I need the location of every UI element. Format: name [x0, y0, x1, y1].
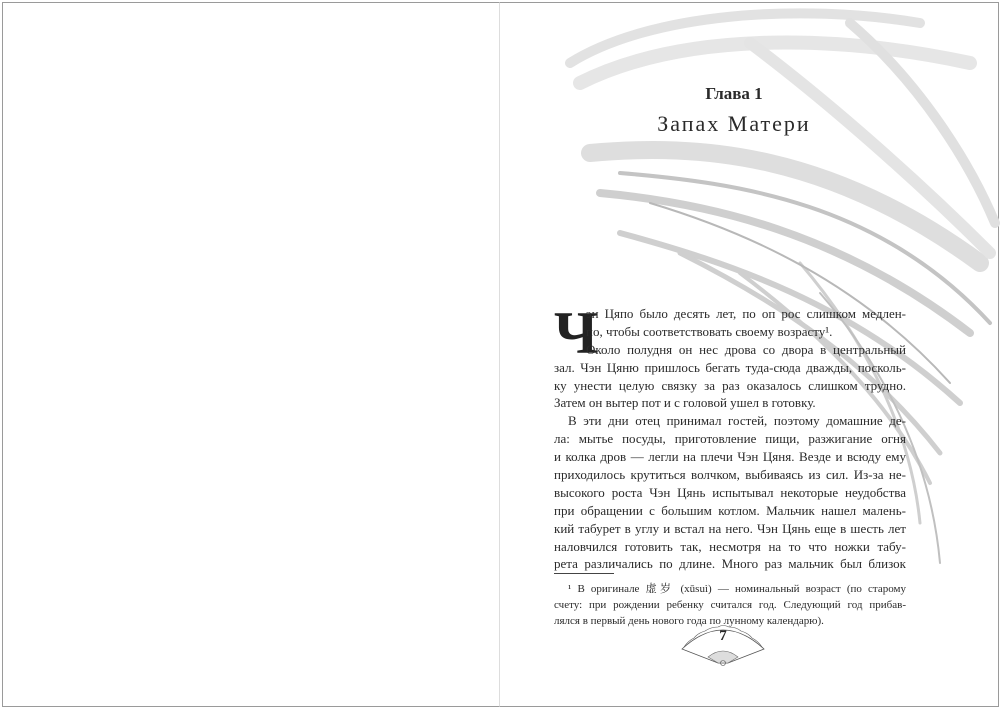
footnote-line: ¹ В оригинале 虚岁 (xūsuì) — номинальный возраст (по старому — [568, 583, 906, 595]
text-line: В эти дни отец принимал гостей, поэтому домашние де- — [568, 413, 906, 429]
text-line: при обращении с большим котлом. Мальчик нашел малень- — [554, 502, 906, 518]
drop-cap-paragraph-start — [554, 300, 906, 366]
drop-cap: Ч — [554, 300, 599, 366]
text-line: рета различались по длине. Много раз мальчик был близок — [554, 556, 906, 572]
text-line: зал. Чэн Цяню пришлось бегать туда-сюда дважды, посколь- — [554, 359, 906, 375]
text-line: Затем он вытер пот и с головой ушел в готовку. — [554, 395, 816, 411]
page-number: 7 — [719, 628, 727, 644]
left-page-blank — [2, 2, 499, 707]
text-line: эн Цяпо было десять лет, по оп рос слишком медлен- — [586, 306, 906, 321]
text-line: ла: мытье посуды, приготовление пищи, разжигание огня — [554, 431, 906, 447]
text-line: ку унести целую связку за раз оказалось слишком трудно. — [554, 377, 906, 393]
text-line: высокого роста Чэн Цянь испытывал некоторые неудобства — [554, 484, 906, 500]
text-line: наловчился готовить так, несмотря на то что ножки табу- — [554, 538, 906, 554]
chapter-number: Глава 1 — [705, 84, 763, 103]
drop-cap-lines — [586, 305, 906, 359]
footnote-line: счету: при рождении ребенку считался год. Следующий год прибав- — [554, 599, 906, 611]
text-line: Около полудня он нес дрова со двора в центральный — [586, 341, 906, 357]
chapter-title: Запах Матери — [657, 111, 811, 136]
right-page — [499, 2, 999, 707]
footnote-rule — [554, 573, 614, 574]
footnote-line: лялся в первый день нового года по лунному календарю). — [554, 615, 824, 627]
text-line: кий табурет в углу и встал на него. Чэн Цянь еще в шесть лет — [554, 520, 906, 536]
text-line: приходилось крутиться волчком, выбиваясь из сил. Из-за не- — [554, 467, 906, 483]
text-line: по, чтобы соответствовать своему возрасту¹. — [586, 323, 833, 339]
text-line: и колка дров — легли на плечи Чэн Цяня. Везде и всюду ему — [554, 449, 906, 465]
body-text — [554, 300, 906, 573]
